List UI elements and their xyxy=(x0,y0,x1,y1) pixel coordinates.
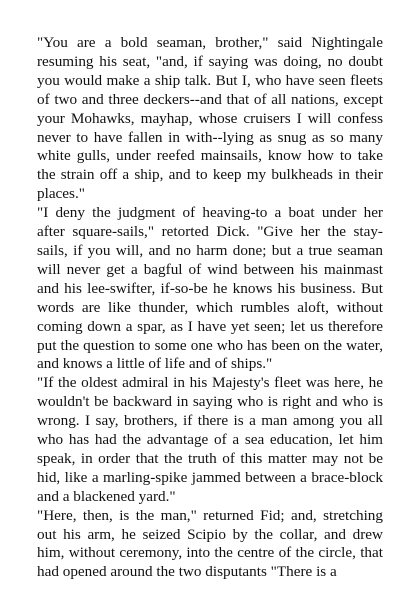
paragraph: "I deny the judgment of heaving-to a boat under her after square-sails," retorted Dick. "Give her the stay-sails, if you will, and no harm done; but a true seaman will never get a bagful of wind between his mainmast and his lee-swifter, if-so-be he knows his business. But words are like thunder, which rumbles aloft, without coming down a spar, as I have yet seen; let us therefore put the question to some one who has been on the water, and knows a little of life and of ships." xyxy=(37,204,383,373)
paragraph: "If the oldest admiral in his Majesty's fleet was here, he wouldn't be backward in saying who is right and who is wrong. I say, brothers, if there is a man among you all who has had the advantage of a sea education, let him speak, in order that the truth of this matter may not be hid, like a marling-spike jammed between a brace-block and a blackened yard." xyxy=(37,374,383,505)
paragraph: "You are a bold seaman, brother," said Nightingale resuming his seat, "and, if saying was doing, no doubt you would make a ship talk. But I, who have seen fleets of two and three deckers--and that of all nations, except your Mohawks, mayhap, whose cruisers I will confess never to have fallen in with--lying as snug as so many white gulls, under reefed mainsails, know how to take the strain off a ship, and to keep my bulkheads in their places." xyxy=(37,34,383,203)
book-page-text xyxy=(37,34,383,582)
paragraph: "Here, then, is the man," returned Fid; and, stretching out his arm, he seized Scipio by the collar, and drew him, without ceremony, into the centre of the circle, that had opened around the two disputants "There is a xyxy=(37,506,383,581)
